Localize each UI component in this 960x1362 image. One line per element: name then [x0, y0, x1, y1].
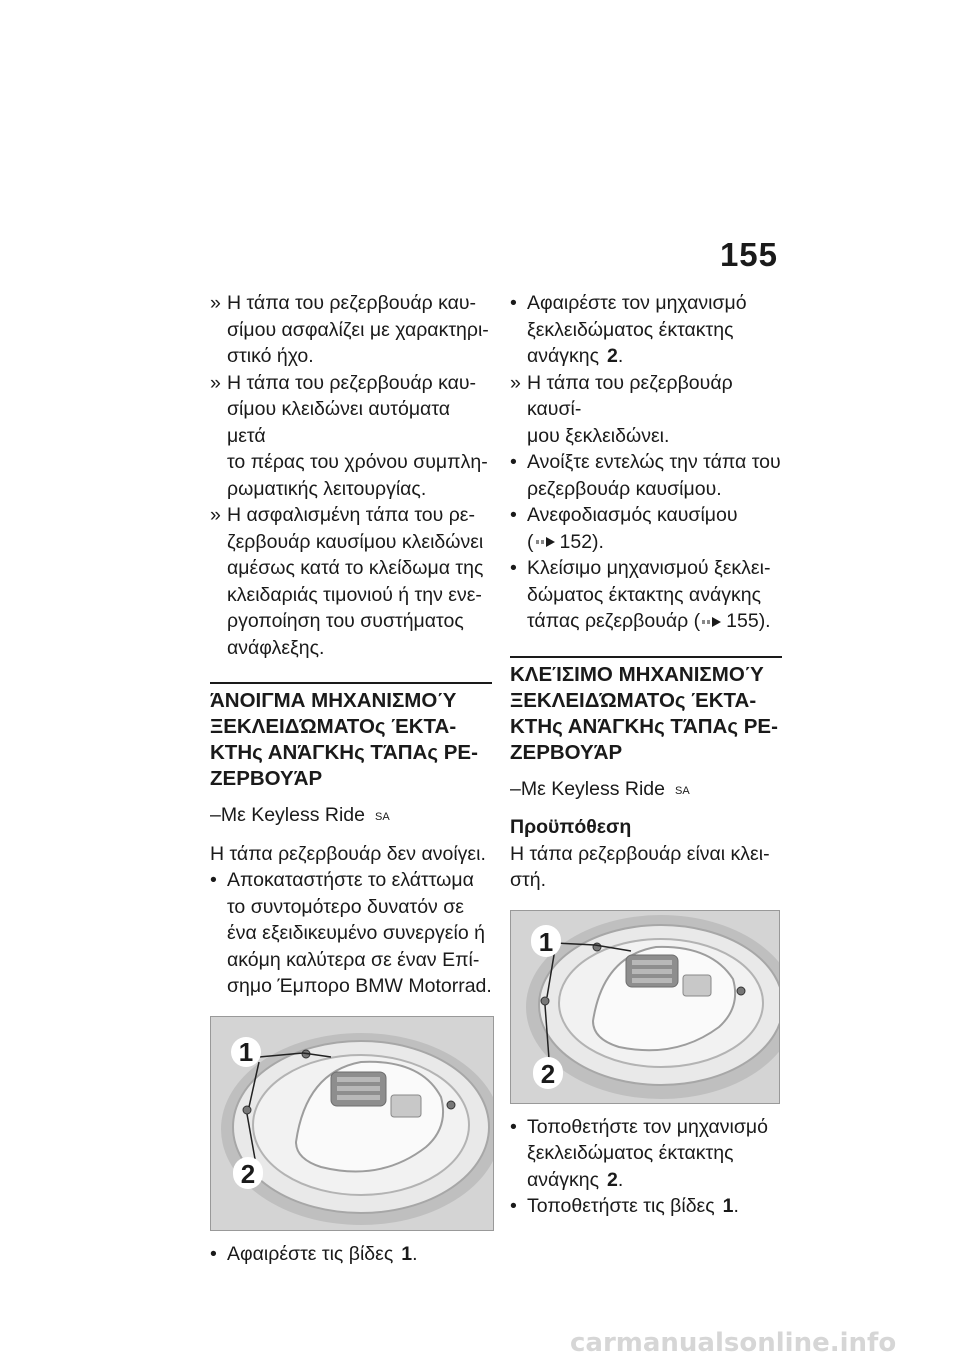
instruction-list: [210, 867, 492, 1000]
statement-text: Η τάπα ρεζερβουάρ δεν ανοίγει.: [210, 842, 486, 865]
bullet-marker: •: [510, 557, 517, 579]
page-reference-arrow-icon: [702, 616, 722, 628]
list-item: [210, 867, 492, 1000]
special-accessory-mark: SA: [375, 811, 390, 823]
list-item-text: Η τάπα του ρεζερβουάρ καυσί- μου ξεκλειδώνει.: [527, 371, 733, 447]
result-marker: »: [510, 371, 521, 394]
reference-number: 1: [722, 1195, 734, 1217]
list-item: [510, 449, 782, 502]
fuel-cap-illustration: [211, 1017, 493, 1230]
bullet-marker: •: [510, 1115, 517, 1138]
bullet-marker: •: [210, 1242, 217, 1265]
bullet-marker: •: [510, 292, 517, 314]
list-item: [210, 370, 492, 503]
precondition-heading: Προϋπόθεση: [510, 816, 632, 838]
result-marker: »: [210, 504, 221, 526]
section-divider: [510, 656, 782, 658]
page-reference-link[interactable]: 155: [726, 610, 759, 632]
fuel-cap-figure-open: [210, 1016, 494, 1231]
list-item-text: Τοποθετήστε τον μηχανισμό ξεκλειδώματος έκτακτης ανάγκης: [527, 1115, 768, 1191]
list-item: [210, 290, 492, 370]
list-item: • Τοποθετήστε τις βίδες 1.: [510, 1193, 782, 1220]
page-number: 155: [719, 236, 778, 273]
page-reference-arrow-icon: [536, 536, 556, 548]
result-marker: »: [210, 292, 221, 314]
section-title-closing: ΚΛΕΊΣΙΜΟ ΜΗΧΑΝΙΣΜΟΎ ΞΕΚΛΕΙΔΏΜΑΤΟς ΈΚΤΑ- ΚΤΗς ΑΝΆΓΚΗς ΤΆΠΑς ΡΕ- ΖΕΡΒΟΥΆΡ: [510, 662, 778, 764]
result-marker: »: [210, 371, 221, 394]
section-title-opening: ΆΝΟΙΓΜΑ ΜΗΧΑΝΙΣΜΟΎ ΞΕΚΛΕΙΔΏΜΑΤΟς ΈΚΤΑ- ΚΤΗς ΑΝΆΓΚΗς ΤΆΠΑς ΡΕ- ΖΕΡΒΟΥΆΡ: [210, 689, 478, 790]
callout-2: 2: [540, 1058, 556, 1089]
page-reference-link[interactable]: 152: [559, 530, 593, 553]
list-item-text: Ανοίξτε εντελώς την τάπα του ρεζερβουάρ καυσίμου.: [527, 451, 781, 500]
list-item: • Αφαιρέστε τις βίδες 1.: [210, 1241, 492, 1268]
bullet-marker: •: [510, 451, 517, 473]
list-item-text: Αφαιρέστε τον μηχανισμό ξεκλειδώματος έκτακτης ανάγκης: [527, 292, 747, 367]
bullet-marker: •: [210, 869, 217, 891]
bullet-marker: •: [510, 1195, 517, 1217]
special-accessory-mark: SA: [675, 784, 690, 797]
callout-1: 1: [238, 1036, 254, 1067]
left-column: [210, 290, 492, 1267]
reference-number: 2: [607, 345, 618, 367]
instruction-list: [510, 1114, 782, 1220]
list-item-refuel-reference: • Ανεφοδιασμός καυσίμου ( 152).: [510, 504, 738, 553]
list-item-text: Η ασφαλισμένη τάπα του ρε- ζερβουάρ καυσίμου κλειδώνει αμέσως κατά το κλείδωμα της κλειδαριάς τιμονιού ή την ενε- ργοποίηση του συστήματος ανάφλεξης.: [227, 504, 484, 659]
instruction-list: [510, 290, 782, 502]
keyless-ride-note: –Με Keyless Ride $^{SA}$: [510, 777, 690, 800]
list-item: • Τοποθετήστε τον μηχανισμό ξεκλειδώματος έκτακτης ανάγκης 2.: [510, 1115, 768, 1191]
fuel-cap-illustration: [511, 911, 779, 1103]
list-item: [510, 370, 782, 450]
list-item-close-reference: • Κλείσιμο μηχανισμού ξεκλει- δώματος έκτακτης ανάγκης τάπας ρεζερβουάρ ( 155).: [510, 557, 771, 632]
right-column: [510, 290, 782, 1220]
keyless-ride-note: –Με Keyless Ride $^{SA}$: [210, 804, 390, 826]
list-item: [210, 502, 492, 661]
callout-1: 1: [538, 926, 554, 957]
section-divider: [210, 682, 492, 684]
list-item: • Αφαιρέστε τον μηχανισμό ξεκλειδώματος έκτακτης ανάγκης 2.: [510, 292, 747, 367]
reference-number: 1: [401, 1242, 413, 1265]
list-item-text: Αποκαταστήστε το ελάττωμα το συντομότερο δυνατόν σε ένα εξειδικευμένο συνεργείο ή ακόμη καλύτερα σε έναν Επί- σημο Έμπορο BMW Motorrad.: [227, 869, 492, 997]
callout-2: 2: [240, 1158, 256, 1189]
precondition-text: Η τάπα ρεζερβουάρ είναι κλει- στή.: [510, 842, 770, 891]
intro-list: [210, 290, 492, 661]
list-item-text: Η τάπα του ρεζερβουάρ καυ- σίμου κλειδώνει αυτόματα μετά το πέρας του χρόνου συμπλη- ρωματικής λειτουργίας.: [227, 371, 488, 500]
bullet-marker: •: [510, 504, 517, 526]
watermark: carmanualsonline.info: [570, 1328, 897, 1358]
list-item-text: Τοποθετήστε τις βίδες: [527, 1195, 715, 1217]
reference-number: 2: [607, 1168, 618, 1191]
fuel-cap-figure-close: [510, 910, 780, 1104]
list-item-text: Η τάπα του ρεζερβουάρ καυ- σίμου ασφαλίζει με χαρακτηρι- στικό ήχο.: [227, 292, 489, 367]
